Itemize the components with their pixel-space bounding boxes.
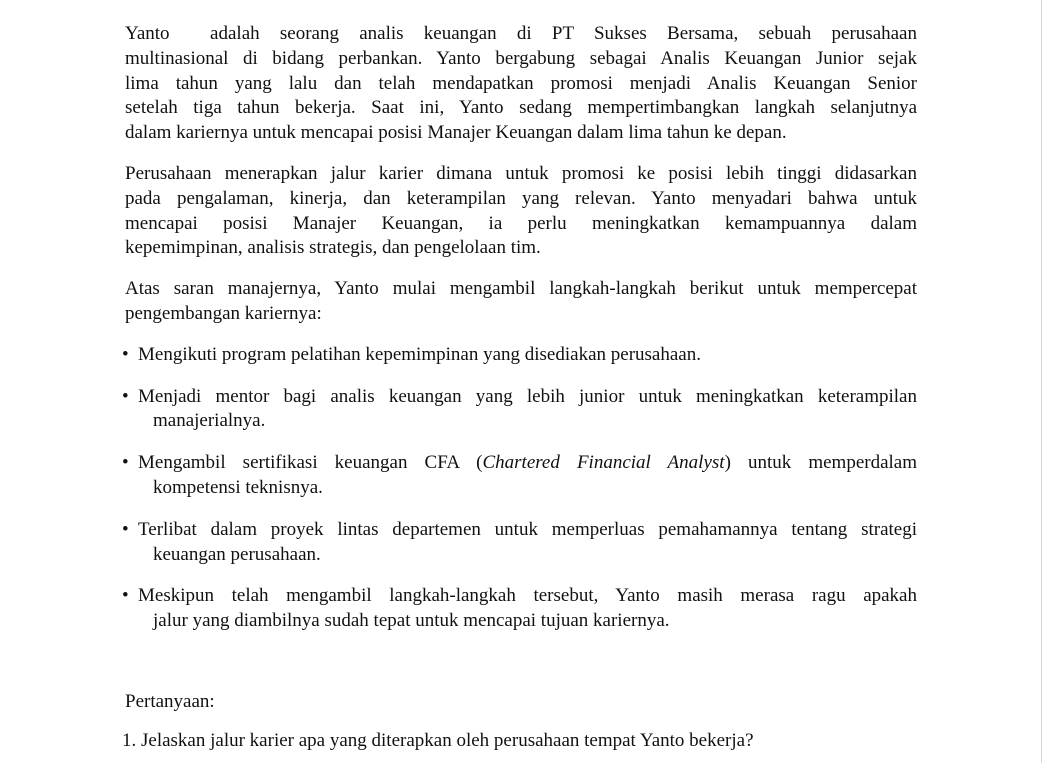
list-item-cross-department [122, 518, 917, 568]
text-segment: ) untuk memperdalam [724, 452, 917, 474]
list-item-certification [122, 451, 917, 501]
text-line: multinasional di bidang perbankan. Yanto bergabung sebagai Analis Keuangan Junior sejak [125, 47, 917, 69]
paragraph-career-path [125, 162, 917, 261]
text-line: pada pengalaman, kinerja, dan keterampilan yang relevan. Yanto menyadari bahwa untuk [125, 187, 917, 209]
career-steps-list [122, 343, 917, 634]
list-item-training [122, 343, 917, 368]
text-line: Atas saran manajernya, Yanto mulai mengambil langkah-langkah berikut untuk mempercepat [125, 278, 917, 300]
text-line: manajerialnya. [153, 410, 266, 432]
text-line: Perusahaan menerapkan jalur karier dimana untuk promosi ke posisi lebih tinggi didasarkan [125, 162, 917, 184]
questions-heading: Pertanyaan: [125, 690, 215, 712]
question-1: 1. Jelaskan jalur karier apa yang diterapkan oleh perusahaan tempat Yanto bekerja? [122, 729, 754, 751]
paragraph-intro [125, 22, 917, 146]
text-line: setelah tiga tahun bekerja. Saat ini, Yanto sedang mempertimbangkan langkah selanjutnya [125, 97, 917, 119]
text-line: Yanto adalah seorang analis keuangan di PT Sukses Bersama, sebuah perusahaan [125, 23, 917, 44]
text-line: lima tahun yang lalu dan telah mendapatkan promosi menjadi Analis Keuangan Senior [125, 72, 917, 94]
bullet-icon: • [122, 452, 129, 474]
text-line: mencapai posisi Manajer Keuangan, ia perlu meningkatkan kemampuannya dalam [125, 212, 917, 234]
paragraph-manager-advice [125, 277, 917, 327]
bullet-icon: • [122, 385, 129, 407]
text-line: keuangan perusahaan. [153, 543, 321, 565]
text-line: pengembangan kariernya: [125, 302, 322, 324]
text-line: Terlibat dalam proyek lintas departemen untuk memperluas pemahamannya tentang strategi [138, 518, 917, 540]
list-item-mentoring [122, 385, 917, 435]
text-line: Meskipun telah mengambil langkah-langkah tersebut, Yanto masih merasa ragu apakah [138, 585, 917, 607]
list-item-doubt [122, 584, 917, 634]
bullet-icon: • [122, 343, 129, 365]
text-line: dalam kariernya untuk mencapai posisi Manajer Keuangan dalam lima tahun ke depan. [125, 122, 787, 144]
text-line: jalur yang diambilnya sudah tepat untuk mencapai tujuan kariernya. [153, 610, 670, 632]
bullet-icon: • [122, 585, 129, 607]
text-line [138, 451, 917, 476]
text-line: kepemimpinan, analisis strategis, dan pengelolaan tim. [125, 237, 541, 259]
text-line: kompetensi teknisnya. [153, 476, 323, 498]
text-segment: Mengambil sertifikasi keuangan CFA ( [138, 452, 483, 474]
text-line: Menjadi mentor bagi analis keuangan yang lebih junior untuk meningkatkan keterampilan [138, 385, 917, 407]
text-line: Mengikuti program pelatihan kepemimpinan yang disediakan perusahaan. [138, 343, 701, 365]
bullet-icon: • [122, 518, 129, 540]
italic-text-segment: Chartered Financial Analyst [482, 452, 725, 474]
